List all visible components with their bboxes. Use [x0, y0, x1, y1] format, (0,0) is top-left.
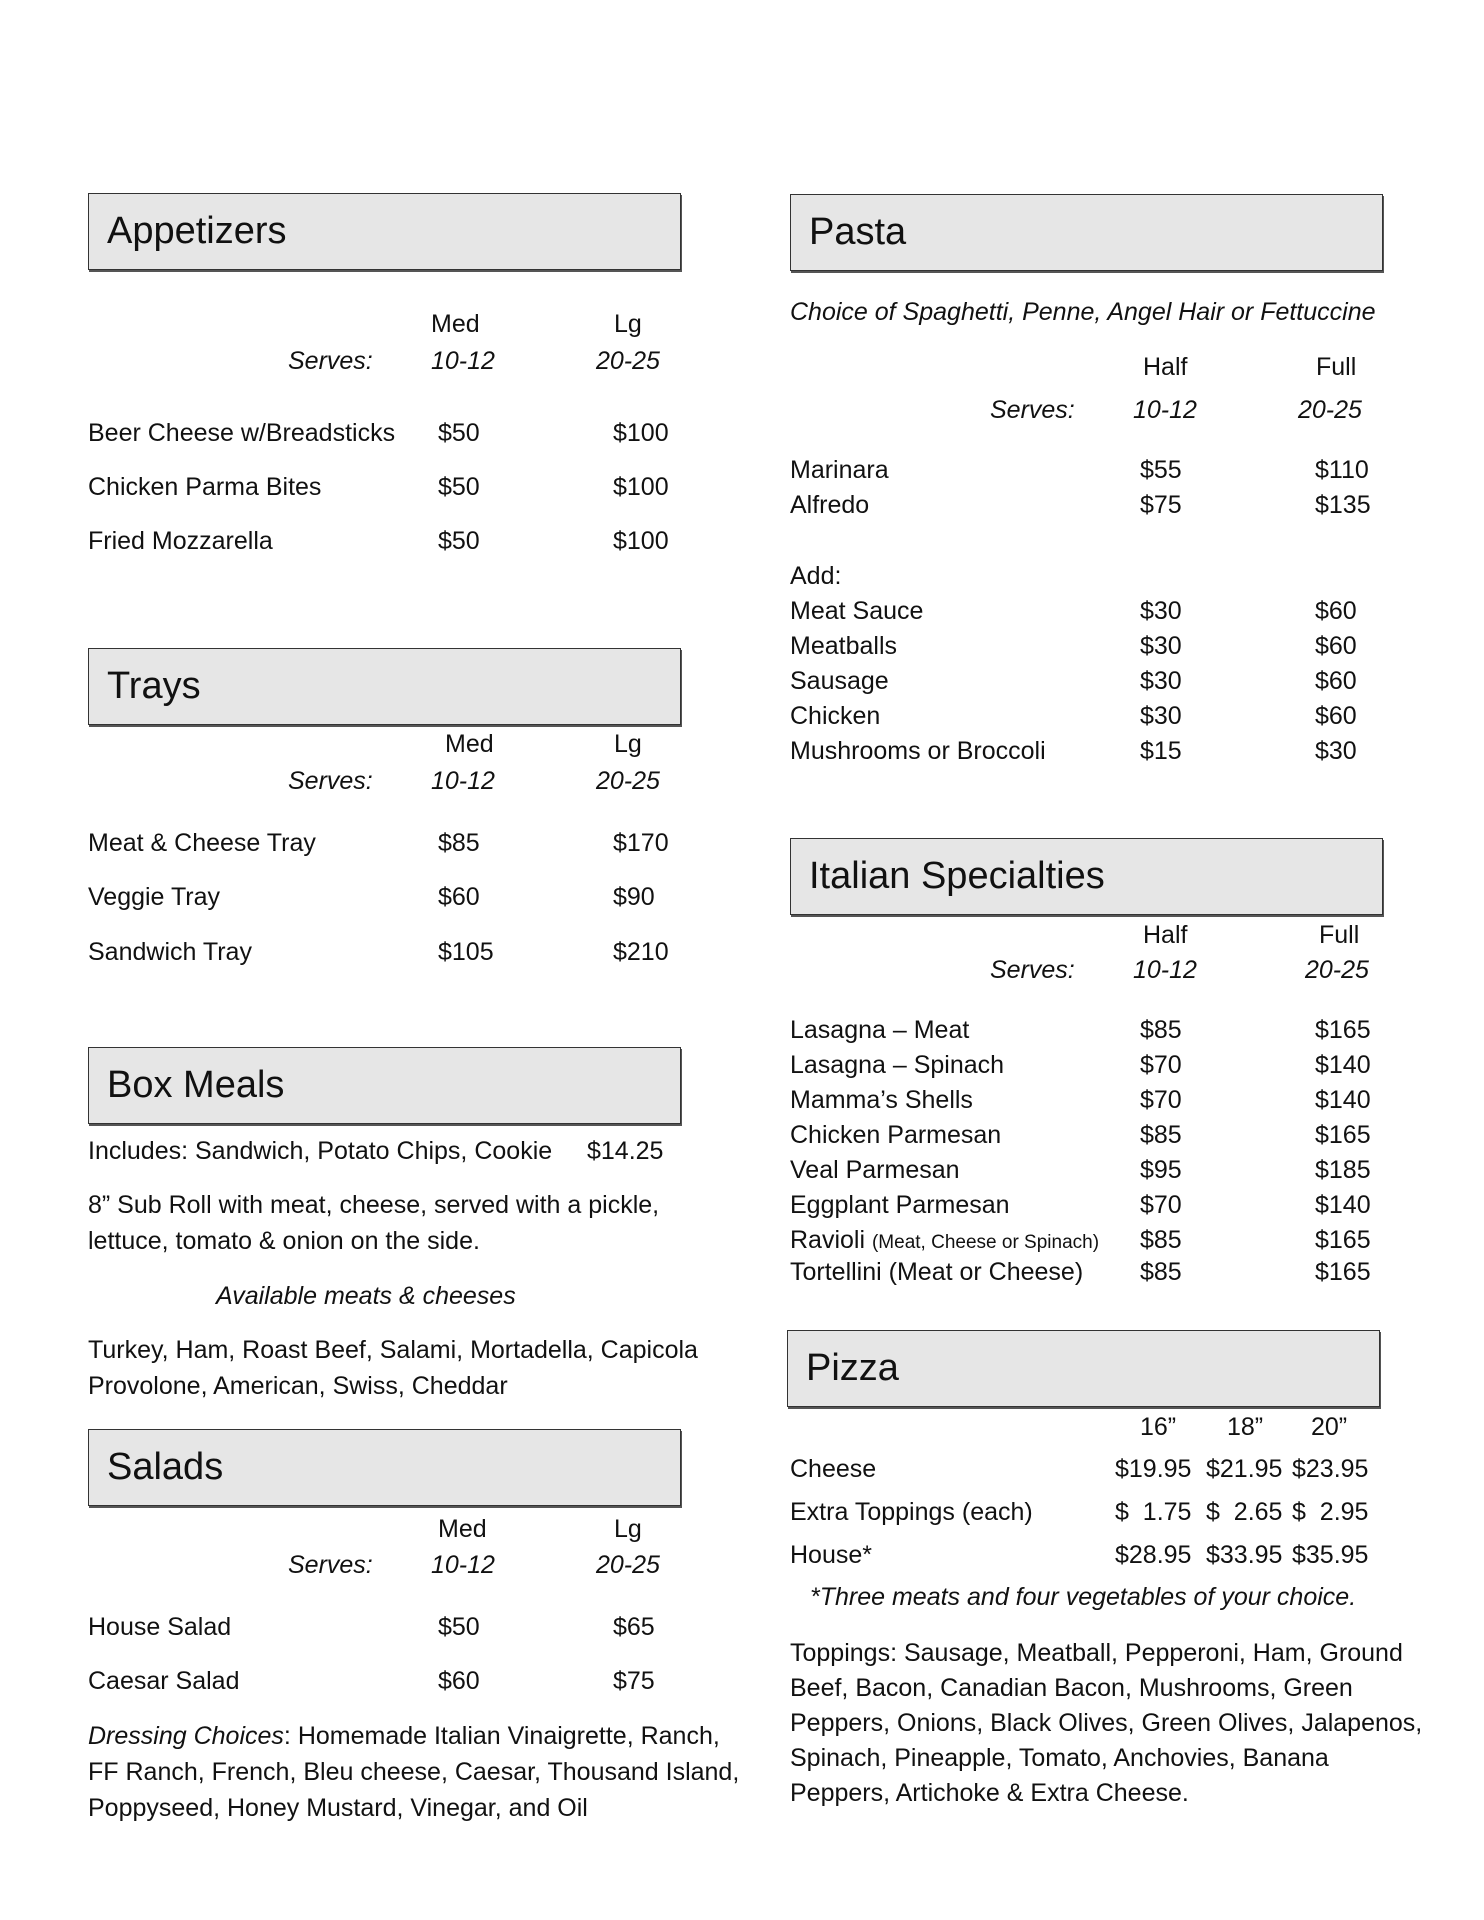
- pizza-toppings-line: Peppers, Onions, Black Olives, Green Olives, Jalapenos,: [790, 1709, 1423, 1737]
- menu-item-price-half: $75: [1140, 491, 1182, 519]
- ravioli-name: Ravioli: [790, 1226, 872, 1254]
- menu-item-price-lg: $75: [613, 1667, 655, 1695]
- menu-item-price-med: $50: [438, 473, 480, 501]
- box-meals-title: Box Meals: [107, 1063, 285, 1106]
- menu-item-price-full: $30: [1315, 737, 1357, 765]
- menu-item-name: Mamma’s Shells: [790, 1086, 973, 1114]
- pizza-toppings-line: Peppers, Artichoke & Extra Cheese.: [790, 1779, 1189, 1807]
- pizza-toppings-line: Toppings: Sausage, Meatball, Pepperoni, Ham, Ground: [790, 1639, 1403, 1667]
- menu-item-price-full: $140: [1315, 1086, 1371, 1114]
- box-meals-header: [88, 1047, 681, 1124]
- menu-item-price-full: $165: [1315, 1016, 1371, 1044]
- menu-item-name: House Salad: [88, 1613, 232, 1641]
- menu-item-price-half: $30: [1140, 597, 1182, 625]
- pizza-size-16: 16”: [1140, 1413, 1177, 1441]
- pasta-col-full: Full: [1316, 353, 1357, 381]
- box-meals-includes: Includes: Sandwich, Potato Chips, Cookie: [88, 1137, 553, 1165]
- menu-item-price-med: $60: [438, 883, 480, 911]
- menu-item-price-full: $165: [1315, 1121, 1371, 1149]
- salads-serves-med: 10-12: [431, 1551, 495, 1579]
- menu-item-price-half: $95: [1140, 1156, 1182, 1184]
- menu-item-name: Sandwich Tray: [88, 938, 252, 966]
- box-meals-available: Available meats & cheeses: [216, 1282, 516, 1310]
- salads-col-lg: Lg: [614, 1515, 642, 1543]
- menu-item-price-half: $85: [1140, 1016, 1182, 1044]
- menu-item-price-lg: $100: [613, 419, 669, 447]
- menu-item-name: Lasagna – Spinach: [790, 1051, 1005, 1079]
- menu-item-name: Meat & Cheese Tray: [88, 829, 316, 857]
- menu-item-price-med: $50: [438, 1613, 480, 1641]
- menu-item-price-med: $50: [438, 527, 480, 555]
- menu-item-name: Veggie Tray: [88, 883, 221, 911]
- salads-dressing-line: FF Ranch, French, Bleu cheese, Caesar, Thousand Island,: [88, 1758, 740, 1786]
- appetizers-serves-lg: 20-25: [596, 347, 660, 375]
- menu-item-price-full: $60: [1315, 667, 1357, 695]
- menu-item-price-med: $60: [438, 1667, 480, 1695]
- trays-title: Trays: [107, 664, 201, 707]
- pasta-serves-label: Serves:: [990, 396, 1075, 424]
- menu-item-name: Cheese: [790, 1455, 877, 1483]
- pizza-price-20: $23.95: [1292, 1455, 1369, 1483]
- italian-specialties-header: [790, 838, 1383, 915]
- menu-item-price-half: $70: [1140, 1191, 1182, 1219]
- menu-item-price-full: $185: [1315, 1156, 1371, 1184]
- menu-item-name: House*: [790, 1541, 872, 1569]
- pizza-price-20: $ 2.95: [1292, 1498, 1369, 1526]
- box-meals-desc-line: lettuce, tomato & onion on the side.: [88, 1227, 480, 1255]
- italian-serves-half: 10-12: [1133, 956, 1197, 984]
- menu-item-price-lg: $210: [613, 938, 669, 966]
- pizza-price-16: $28.95: [1115, 1541, 1192, 1569]
- appetizers-header: [88, 193, 681, 270]
- appetizers-col-med: Med: [431, 310, 480, 338]
- pizza-size-18: 18”: [1227, 1413, 1264, 1441]
- pizza-price-16: $19.95: [1115, 1455, 1192, 1483]
- menu-item-name-ravioli: [790, 1225, 1099, 1255]
- pasta-header: [790, 194, 1383, 271]
- pasta-title: Pasta: [809, 210, 907, 253]
- pasta-choice: Choice of Spaghetti, Penne, Angel Hair or Fettuccine: [790, 298, 1376, 326]
- pizza-price-18: $21.95: [1206, 1455, 1283, 1483]
- pasta-serves-full: 20-25: [1298, 396, 1362, 424]
- box-meals-meats-line: Turkey, Ham, Roast Beef, Salami, Mortadella, Capicola: [88, 1336, 698, 1364]
- menu-item-price-half: $70: [1140, 1086, 1182, 1114]
- trays-serves-med: 10-12: [431, 767, 495, 795]
- menu-item-price-full: $60: [1315, 702, 1357, 730]
- menu-item-price-half: $30: [1140, 702, 1182, 730]
- menu-item-price-lg: $100: [613, 527, 669, 555]
- menu-item-name: Fried Mozzarella: [88, 527, 273, 555]
- menu-item-name: Veal Parmesan: [790, 1156, 960, 1184]
- menu-item-price-lg: $90: [613, 883, 655, 911]
- menu-item-price-half: $70: [1140, 1051, 1182, 1079]
- menu-item-name: Chicken Parmesan: [790, 1121, 1002, 1149]
- appetizers-col-lg: Lg: [614, 310, 642, 338]
- pizza-price-20: $35.95: [1292, 1541, 1369, 1569]
- menu-item-price-full: $165: [1315, 1258, 1371, 1286]
- trays-col-lg: Lg: [614, 730, 642, 758]
- menu-item-name: Mushrooms or Broccoli: [790, 737, 1046, 765]
- menu-item-name: Chicken Parma Bites: [88, 473, 322, 501]
- pasta-col-half: Half: [1143, 353, 1188, 381]
- box-meals-desc-line: 8” Sub Roll with meat, cheese, served with a pickle,: [88, 1191, 660, 1219]
- menu-item-name: Caesar Salad: [88, 1667, 240, 1695]
- menu-item-price-half: $85: [1140, 1121, 1182, 1149]
- menu-item-price-half: $85: [1140, 1226, 1182, 1254]
- menu-item-name: Tortellini (Meat or Cheese): [790, 1258, 1084, 1286]
- menu-item-price-full: $60: [1315, 597, 1357, 625]
- pizza-toppings-line: Beef, Bacon, Canadian Bacon, Mushrooms, Green: [790, 1674, 1353, 1702]
- salads-serves-label: Serves:: [288, 1551, 373, 1579]
- box-meals-meats-line: Provolone, American, Swiss, Cheddar: [88, 1372, 508, 1400]
- italian-col-full: Full: [1319, 921, 1360, 949]
- menu-item-price-half: $85: [1140, 1258, 1182, 1286]
- trays-serves-label: Serves:: [288, 767, 373, 795]
- menu-item-price-full: $165: [1315, 1226, 1371, 1254]
- pizza-price-16: $ 1.75: [1115, 1498, 1192, 1526]
- menu-item-price-lg: $170: [613, 829, 669, 857]
- menu-item-name: Lasagna – Meat: [790, 1016, 970, 1044]
- pizza-footnote: *Three meats and four vegetables of your choice.: [810, 1583, 1357, 1611]
- pizza-size-20: 20”: [1311, 1413, 1348, 1441]
- pizza-price-18: $ 2.65: [1206, 1498, 1283, 1526]
- menu-item-name: Beer Cheese w/Breadsticks: [88, 419, 396, 447]
- pizza-toppings-line: Spinach, Pineapple, Tomato, Anchovies, Banana: [790, 1744, 1329, 1772]
- appetizers-serves-label: Serves:: [288, 347, 373, 375]
- menu-item-price-full: $140: [1315, 1191, 1371, 1219]
- salads-dressing-line: [88, 1721, 720, 1751]
- menu-item-name: Chicken: [790, 702, 881, 730]
- menu-item-name: Alfredo: [790, 491, 870, 519]
- pizza-title: Pizza: [806, 1346, 899, 1389]
- italian-specialties-title: Italian Specialties: [809, 854, 1105, 897]
- trays-col-med: Med: [445, 730, 494, 758]
- menu-item-price-med: $105: [438, 938, 494, 966]
- dressing-text: : Homemade Italian Vinaigrette, Ranch,: [283, 1722, 720, 1750]
- menu-item-price-full: $135: [1315, 491, 1371, 519]
- menu-item-price-full: $140: [1315, 1051, 1371, 1079]
- salads-title: Salads: [107, 1445, 224, 1488]
- italian-serves-label: Serves:: [990, 956, 1075, 984]
- menu-item-price-half: $15: [1140, 737, 1182, 765]
- salads-header: [88, 1429, 681, 1506]
- pizza-header: [787, 1330, 1380, 1407]
- menu-item-price-full: $60: [1315, 632, 1357, 660]
- menu-item-name: Marinara: [790, 456, 889, 484]
- salads-col-med: Med: [438, 1515, 487, 1543]
- menu-item-price-half: $30: [1140, 632, 1182, 660]
- menu-item-price-lg: $100: [613, 473, 669, 501]
- dressing-label: Dressing Choices: [88, 1722, 284, 1750]
- appetizers-serves-med: 10-12: [431, 347, 495, 375]
- pasta-serves-half: 10-12: [1133, 396, 1197, 424]
- menu-item-name: Eggplant Parmesan: [790, 1191, 1010, 1219]
- salads-serves-lg: 20-25: [596, 1551, 660, 1579]
- menu-item-price-full: $110: [1315, 456, 1369, 484]
- menu-item-price-lg: $65: [613, 1613, 655, 1641]
- appetizers-title: Appetizers: [107, 209, 287, 252]
- menu-item-name: Sausage: [790, 667, 889, 695]
- italian-col-half: Half: [1143, 921, 1188, 949]
- menu-item-price-med: $85: [438, 829, 480, 857]
- menu-item-name: Extra Toppings (each): [790, 1498, 1033, 1526]
- ravioli-note: (Meat, Cheese or Spinach): [871, 1232, 1100, 1253]
- italian-serves-full: 20-25: [1305, 956, 1369, 984]
- menu-item-price-half: $30: [1140, 667, 1182, 695]
- menu-item-name: Meatballs: [790, 632, 897, 660]
- menu-item-price-half: $55: [1140, 456, 1182, 484]
- salads-dressing-line: Poppyseed, Honey Mustard, Vinegar, and Oil: [88, 1794, 588, 1822]
- trays-header: [88, 648, 681, 725]
- pasta-add-label: Add:: [790, 562, 842, 590]
- menu-item-price-med: $50: [438, 419, 480, 447]
- menu-item-name: Meat Sauce: [790, 597, 924, 625]
- pizza-price-18: $33.95: [1206, 1541, 1283, 1569]
- box-meals-price: $14.25: [587, 1137, 664, 1165]
- trays-serves-lg: 20-25: [596, 767, 660, 795]
